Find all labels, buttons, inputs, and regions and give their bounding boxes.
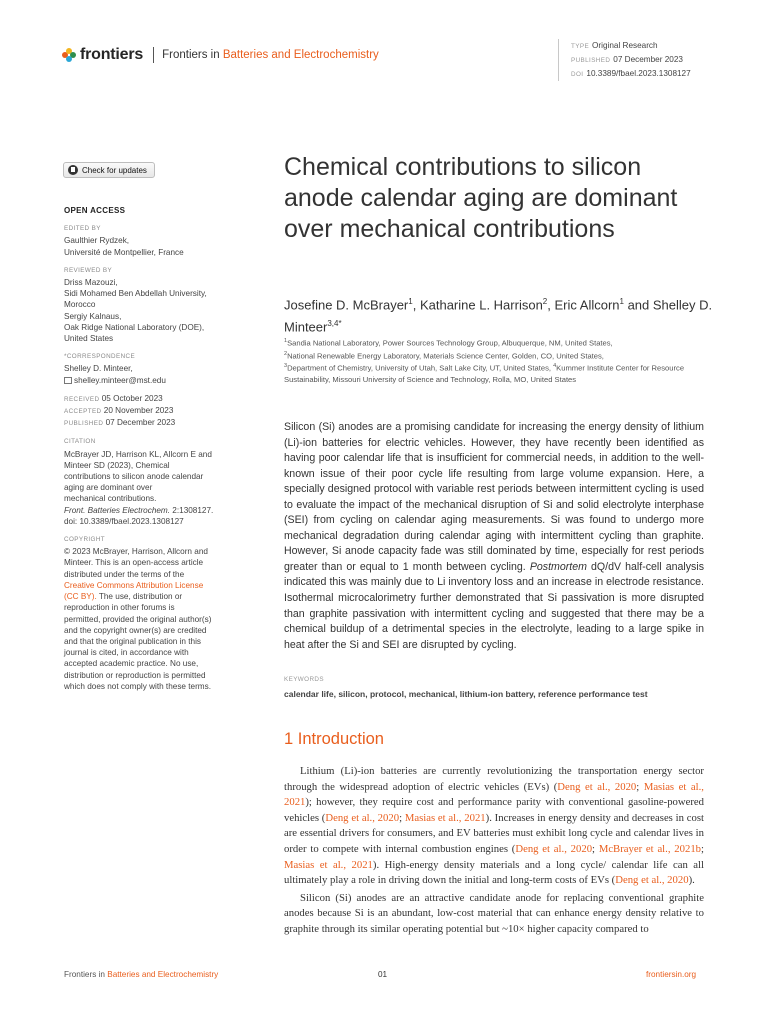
reviewer-line: Oak Ridge National Laboratory (DOE), bbox=[64, 322, 205, 332]
citation-link[interactable]: Deng et al., 2020 bbox=[515, 842, 593, 855]
reviewer-line: Sergiy Kalnaus, bbox=[64, 311, 122, 321]
article-meta bbox=[558, 39, 691, 81]
copyright-line: © 2023 McBrayer, Harrison, Allcorn and bbox=[64, 547, 208, 557]
affiliation: National Renewable Energy Laboratory, Materials Science Center, Golden, CO, United States, bbox=[287, 351, 604, 361]
copyright-line: distribution or reproduction is permitted bbox=[64, 670, 206, 680]
citation-line: mechanical contributions. bbox=[64, 494, 157, 504]
article-title: Chemical contributions to silicon anode calendar aging are dominant over mechanical contributions bbox=[284, 153, 678, 243]
cc-by-link[interactable]: (CC BY). bbox=[64, 592, 97, 602]
body-text: ; bbox=[592, 842, 599, 855]
body-text: Lithium (Li)-ion batteries are currently revolutionizing the transportation energy sector through the widespread adoption of electric vehicles (EVs) ( bbox=[284, 765, 704, 793]
citation-volume: 2:1308127. bbox=[170, 505, 214, 515]
reviewer-line: Morocco bbox=[64, 300, 96, 310]
copyright-line: permitted, provided the original author(s) bbox=[64, 614, 212, 624]
update-icon bbox=[68, 165, 78, 175]
affiliation: Sandia National Laboratory, Power Sources Technology Group, Albuquerque, NM, United States, bbox=[287, 338, 613, 348]
affiliation-sup: 2 bbox=[284, 350, 288, 357]
citation-link[interactable]: Deng et al., 2020 bbox=[325, 811, 400, 824]
author-sup: 1 bbox=[619, 297, 624, 306]
published-value: 07 December 2023 bbox=[613, 55, 683, 64]
body-paragraph: Silicon (Si) anodes are an attractive candidate anode for replacing conventional graphite anodes because Si is an abundant, low-cost material that can enhance energy density relative to graphite through its similar operating potential but ~10× higher capacity compared to bbox=[284, 891, 704, 935]
article-sidebar bbox=[64, 205, 239, 699]
body-paragraph bbox=[284, 764, 704, 889]
citation-journal: Front. Batteries Electrochem. bbox=[64, 505, 171, 515]
reviewed-by-block bbox=[64, 265, 239, 344]
citation-link[interactable]: Masias et al., 2021 bbox=[404, 811, 486, 824]
citation-line: McBrayer JD, Harrison KL, Allcorn E and bbox=[64, 449, 212, 459]
reviewer-line: Driss Mazouzi, bbox=[64, 278, 118, 288]
edited-by-label: EDITED BY bbox=[64, 225, 101, 233]
correspondence-block bbox=[64, 351, 239, 386]
frontiers-logo-icon bbox=[62, 48, 76, 62]
correspondence-email-link[interactable]: shelley.minteer@mst.edu bbox=[74, 375, 166, 385]
keywords: calendar life, silicon, protocol, mechanical, lithium-ion battery, reference performance test bbox=[284, 689, 648, 699]
article-body bbox=[284, 764, 704, 940]
mail-icon bbox=[64, 377, 72, 384]
citation-label: CITATION bbox=[64, 438, 96, 446]
author-name[interactable]: Eric Allcorn bbox=[554, 297, 620, 313]
dates-block bbox=[64, 393, 239, 430]
copyright-block bbox=[64, 534, 239, 692]
body-text: ). High-energy density materials and a long cycle/ calendar life can all ultimately play a role in driving down the initial and long-term costs of EVs ( bbox=[284, 858, 704, 887]
doi-label: DOI bbox=[571, 71, 584, 78]
author-list: Josefine D. McBrayer$^1$, Katharine L. Harrison$^2$, Eric Allcorn$^1$ and Shelley D. Minteer$^{3,4*}$ bbox=[284, 297, 713, 335]
copyright-line: journal is cited, in accordance with bbox=[64, 648, 189, 658]
open-access-label: OPEN ACCESS bbox=[64, 206, 126, 215]
copyright-line: and that the original publication in this bbox=[64, 636, 202, 646]
citation-link[interactable]: Deng et al., 2020 bbox=[615, 874, 689, 887]
editor-name: Gaulthier Rydzek, bbox=[64, 236, 130, 246]
footer-journal bbox=[64, 970, 218, 979]
body-text: ; bbox=[636, 780, 644, 793]
frontiers-logo[interactable] bbox=[62, 46, 379, 64]
reviewer-line: United States bbox=[64, 334, 114, 344]
published-label: PUBLISHED bbox=[571, 57, 611, 64]
type-value: Original Research bbox=[592, 41, 658, 50]
author-sup: 3,4* bbox=[327, 319, 342, 329]
copyright-line: which does not comply with these terms. bbox=[64, 681, 211, 691]
abstract-text: dQ/dV half-cell analysis indicated this was mainly due to Li inventory loss and an increase in electrode resistance. Isothermal microcalorimetry further demonstrated that Si passivation is more disrupted than graphite passivation with intermittent cycling and suggested that there may be a chemical buildup of a detrimental species in the electrolyte, leading to a large spike in heat after the Si and SEI are disrupted by cycling. bbox=[284, 560, 704, 651]
footer-journal-link[interactable]: Batteries and Electrochemistry bbox=[107, 970, 219, 979]
affiliation: Kummer Institute Center for Resource Sustainability, Missouri University of Science and Technology, Rolla, MO, United States bbox=[284, 364, 685, 385]
abstract-italic: Postmortem bbox=[529, 560, 587, 573]
header-divider bbox=[153, 47, 154, 63]
body-text: ; bbox=[399, 811, 405, 824]
footer-journal-prefix: Frontiers in bbox=[64, 970, 108, 979]
published-date: 07 December 2023 bbox=[105, 418, 176, 428]
journal-name bbox=[162, 49, 379, 61]
correspondence-name: Shelley D. Minteer, bbox=[64, 364, 133, 374]
citation-link[interactable]: McBrayer et al., 2021b bbox=[598, 842, 702, 855]
body-text: ). Increases in energy density and decreases in cost are essential drivers for consumers, and EV batteries must exhibit long cycle and calendar lives in order to compete with internal combustion engines ( bbox=[284, 811, 704, 855]
journal-title: Batteries and Electrochemistry bbox=[222, 49, 379, 61]
citation-doi[interactable]: doi: 10.3389/fbael.2023.1308127 bbox=[64, 516, 184, 526]
check-for-updates-button[interactable] bbox=[63, 162, 155, 178]
copyright-label: COPYRIGHT bbox=[64, 536, 106, 544]
author-name[interactable]: Katharine L. Harrison bbox=[419, 297, 543, 313]
type-label: TYPE bbox=[571, 43, 590, 50]
affiliation-sup: 1 bbox=[284, 338, 288, 344]
doi-link[interactable]: 10.3389/fbael.2023.1308127 bbox=[586, 69, 691, 78]
copyright-line: distributed under the terms of the bbox=[64, 569, 185, 579]
accepted-label: ACCEPTED bbox=[64, 408, 102, 416]
citation-link[interactable]: Masias et al., 2021 bbox=[284, 858, 373, 871]
body-text: ); however, they require cost and performance parity with conventional gasoline-powered vehicles ( bbox=[284, 796, 704, 824]
received-label: RECEIVED bbox=[64, 395, 100, 403]
correspondence-label: *CORRESPONDENCE bbox=[64, 353, 136, 361]
accepted-date: 20 November 2023 bbox=[103, 406, 174, 416]
abstract-text: Silicon (Si) anodes are a promising candidate for increasing the energy density of lithium (Li)-ion batteries for electric vehicles. However, they have recently been identified as having poor calendar life that is insufficient for commercial needs, in addition to the well-known issue of their poor cycle life resulting from large volume expansion. Here, a specially designed protocol with variable rest periods between intermittent cycling is used to evaluate the impact of the mechanical disruption of Si and solid electrolyte interphase (SEI) from cycling on calendar aging measurements. Si was found to undergo more mechanical degradation during calendar aging with intermittent cycling than graphite. However, Si anode capacity fade was still dominated by time, especially for rest periods greater than or equal to 1 month between cycling. bbox=[284, 421, 704, 573]
edited-by-block bbox=[64, 223, 239, 258]
site-link[interactable]: frontiersin.org bbox=[646, 970, 697, 979]
page-number: 01 bbox=[378, 970, 388, 979]
affiliation: Department of Chemistry, University of Utah, Salt Lake City, UT, United States, bbox=[287, 364, 551, 373]
reviewer-line: Sidi Mohamed Ben Abdellah University, bbox=[64, 289, 207, 299]
affiliation-sup: 4 bbox=[553, 363, 557, 370]
brand-name: frontiers bbox=[80, 46, 144, 63]
affiliations bbox=[284, 336, 724, 385]
citation-link[interactable]: Masias et al., 2021 bbox=[284, 780, 704, 809]
journal-prefix: Frontiers in bbox=[162, 49, 223, 61]
copyright-line: reproduction in other forums is bbox=[64, 603, 175, 613]
copyright-line: The use, distribution or bbox=[96, 592, 183, 602]
received-date: 05 October 2023 bbox=[101, 393, 163, 403]
published-label: PUBLISHED bbox=[64, 420, 104, 428]
copyright-line: Minteer. This is an open-access article bbox=[64, 558, 204, 568]
author-name[interactable]: Josefine D. McBrayer bbox=[284, 297, 409, 313]
check-updates-label: Check for updates bbox=[82, 165, 147, 175]
citation-line: contributions to silicon anode calendar bbox=[64, 472, 204, 482]
author-name[interactable]: Shelley D. Minteer bbox=[284, 297, 713, 335]
abstract bbox=[284, 420, 704, 653]
affiliation-sup: 3 bbox=[284, 363, 288, 370]
citation-link[interactable]: Deng et al., 2020 bbox=[557, 780, 637, 793]
author-sup: 2 bbox=[542, 297, 548, 306]
section-heading: 1 Introduction bbox=[284, 730, 384, 748]
citation-line: Minteer SD (2023), Chemical bbox=[64, 460, 170, 470]
body-text: ; bbox=[701, 842, 704, 855]
editor-affiliation: Université de Montpellier, France bbox=[64, 247, 184, 257]
keywords-label: KEYWORDS bbox=[284, 676, 324, 683]
citation-block bbox=[64, 436, 239, 527]
body-text: ). bbox=[688, 874, 695, 887]
copyright-line: accepted academic practice. No use, bbox=[64, 659, 199, 669]
citation-line: aging are dominant over bbox=[64, 483, 153, 493]
author-sup: 1 bbox=[408, 297, 413, 306]
cc-license-link[interactable]: Creative Commons Attribution License bbox=[64, 580, 204, 590]
reviewed-by-label: REVIEWED BY bbox=[64, 266, 113, 274]
copyright-line: and the copyright owner(s) are credited bbox=[64, 625, 207, 635]
